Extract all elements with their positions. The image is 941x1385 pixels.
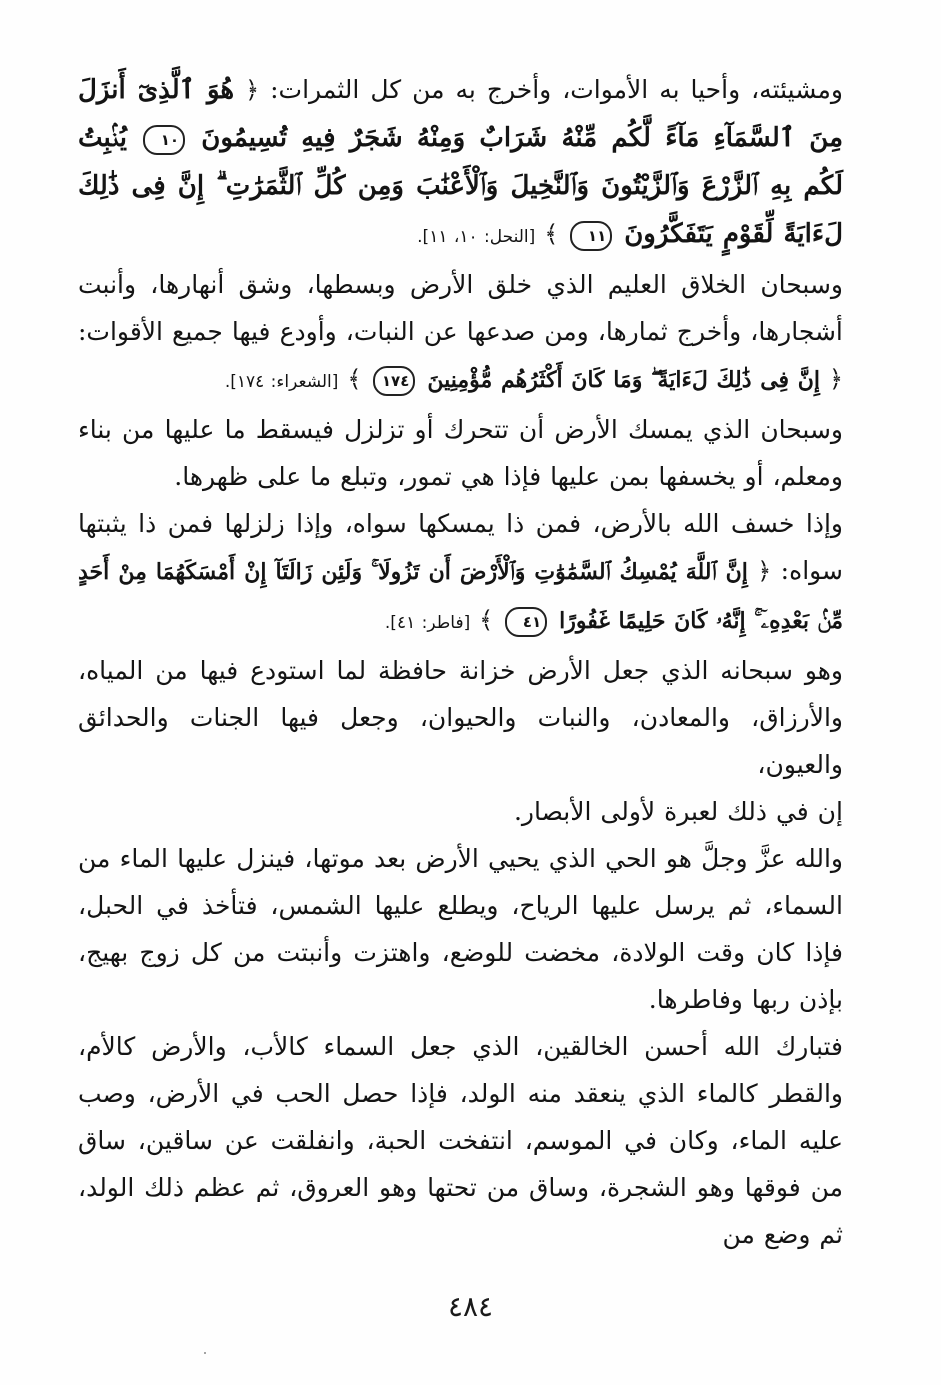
verse-close-bracket: ﴾ (479, 606, 494, 634)
verse-number-badge: ١٧٤ (373, 366, 415, 396)
paragraph-2 (78, 261, 843, 406)
paragraph-8: فتبارك الله أحسن الخالقين، الذي جعل السماء كالأب، والأرض كالأم، والقطر كالماء الذي ينعقد منه الولد، فإذا حصل الحب في الأرض، وصب عليه الماء، وكان في الموسم، انتفخت الحبة، وانفلقت عن ساقين، ساق من فوقها وهو الشجرة، وساق من تحتها وهو العروق، ثم عظم ذلك الولد، ثم وضع من (78, 1032, 843, 1249)
quran-verse: هُوَ ٱلَّذِىٓ أَنزَلَ مِنَ ٱلسَّمَآءِ مَآءً لَّكُم مِّنْهُ شَرَابٌ وَمِنْهُ شَجَرٌ فِيهِ تُسِيمُونَ (78, 75, 843, 153)
paragraph-text: ومشيئته، وأحيا به الأموات، وأخرج به من كل الثمرات: (259, 75, 843, 104)
paragraph-1 (78, 66, 843, 261)
paragraph-7: والله عزَّ وجلَّ هو الحي الذي يحيي الأرض بعد موتها، فينزل عليها الماء من السماء، ثم يرسل عليها الرياح، ويطلع عليها الشمس، فتأخذ في الحبل، فإذا كان وقت الولادة، مخضت للوضع، واهتزت وأنبتت من كل زوج بهيج، بإذن ربها وفاطرها. (78, 844, 843, 1014)
verse-number-badge: ١٠ (143, 125, 185, 155)
body-text (78, 66, 843, 1258)
paragraph-4 (78, 500, 843, 647)
verse-reference: [الشعراء: ١٧٤]. (224, 372, 339, 392)
paragraph-text: وإذا خسف الله بالأرض، فمن ذا يمسكها سواه، وإذا زلزلها فمن ذا يثبتها سواه: (78, 509, 843, 585)
verse-reference: [النحل: ١٠، ١١]. (417, 227, 536, 247)
scan-speck (204, 1352, 206, 1354)
verse-number-badge: ١١ (570, 221, 612, 251)
paragraph-3: وسبحان الذي يمسك الأرض أن تتحرك أو تزلزل فيسقط ما عليها من بناء ومعلم، أو يخسفها بمن عليها فإذا هي تمور، وتبلع ما على ظهرها. (78, 415, 843, 491)
verse-open-bracket: ﴿ (757, 557, 772, 585)
verse-reference: [فاطر: ٤١]. (384, 613, 471, 633)
paragraph-text: وسبحان الخلاق العليم الذي خلق الأرض وبسطها، وشق أنهارها، وأنبت أشجارها، وأخرج ثمارها، ومن صدعها عن النبات، وأودع فيها جميع الأقوات: (78, 270, 843, 346)
verse-close-bracket: ﴾ (544, 220, 559, 248)
paragraph-5: وهو سبحانه الذي جعل الأرض خزانة حافظة لما استودع فيها من المياه، والأرزاق، والمعادن، والنبات والحيوان، وجعل فيها الجنات والحدائق والعيون، (78, 656, 843, 779)
quran-verse: إِنَّ ٱللَّهَ يُمْسِكُ ٱلسَّمَٰوَٰتِ وَٱلْأَرْضَ أَن تَزُولَا ۚ وَلَئِن زَالَتَآ إِنْ أَمْسَكَهُمَا مِنْ أَحَدٍ مِّنۢ بَعْدِهِۦٓ ۚ إِنَّهُۥ كَانَ حَلِيمًا غَفُورًا (78, 559, 843, 634)
page-number: ٤٨٤ (447, 1290, 494, 1323)
verse-number-badge: ٤١ (505, 607, 547, 637)
quran-verse: إِنَّ فِى ذَٰلِكَ لَءَايَةً ۖ وَمَا كَانَ أَكْثَرُهُم مُّؤْمِنِينَ (427, 367, 820, 393)
quran-verse: يُنۢبِتُ لَكُم بِهِ ٱلزَّرْعَ وَٱلزَّيْتُونَ وَٱلنَّخِيلَ وَٱلْأَعْنَٰبَ وَمِن كُلِّ ٱلثَّمَرَٰتِ ۗ إِنَّ فِى ذَٰلِكَ لَءَايَةً لِّقَوْمٍ يَتَفَكَّرُونَ (78, 123, 843, 249)
verse-close-bracket: ﴾ (347, 365, 362, 393)
verse-open-bracket: ﴿ (245, 76, 260, 104)
paragraph-6: إن في ذلك لعبرة لأولى الأبصار. (513, 797, 843, 826)
verse-open-bracket: ﴿ (828, 365, 843, 393)
